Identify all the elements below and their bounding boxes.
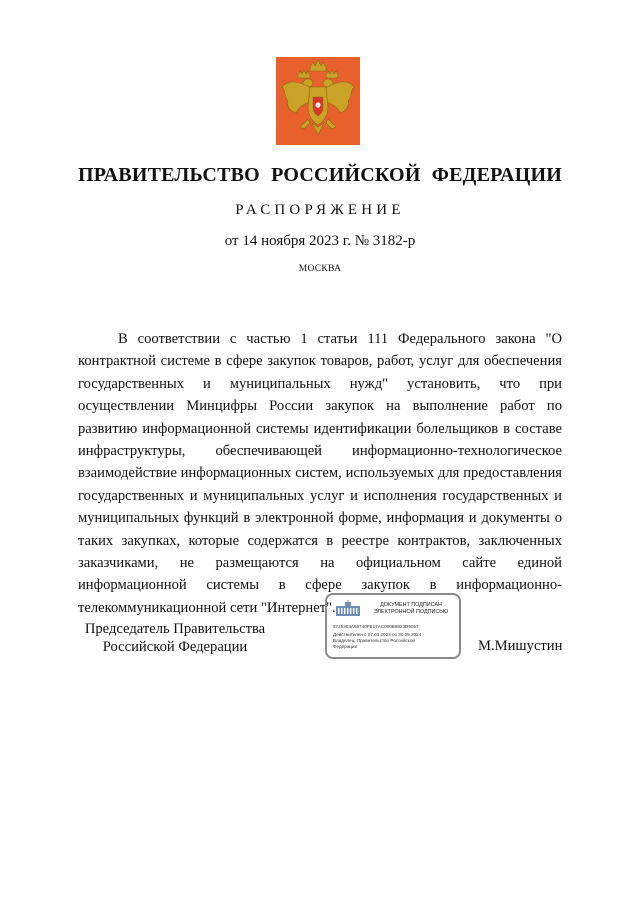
signer-name: М.Мишустин [478,638,563,654]
signatory-position [80,620,270,656]
position-line-2: Российской Федерации [102,639,248,655]
certificate-owner-line-1: Владелец: Правительство Российской [333,638,415,643]
certificate-owner-line-2: Федерации [333,644,358,649]
electronic-signature-stamp [325,593,461,659]
government-title: ПРАВИТЕЛЬСТВО РОССИЙСКОЙ ФЕДЕРАЦИИ [78,164,562,186]
position-line-1: Председатель Правительства [84,621,266,637]
stamp-title [363,602,459,616]
stamp-title-line-2: ЭЛЕКТРОННОЙ ПОДПИСЬЮ [373,609,449,615]
document-type: РАСПОРЯЖЕНИЕ [235,202,405,218]
city: МОСКВА [298,264,342,274]
coat-of-arms-icon [276,57,360,145]
date-and-number: от 14 ноября 2023 г. № 3182-р [224,233,416,249]
stamp-title-line-1: ДОКУМЕНТ ПОДПИСАН [380,602,442,608]
certificate-validity: Действителен с 07.03.2023 по 30.05.2024 [333,632,422,637]
certificate-serial: 5725303A69740FB17AC000B9823D9057 [333,624,419,629]
government-building-icon [334,600,362,618]
body-paragraph: В соответствии с частью 1 статьи 111 Федерального закона "О контрактной системе в сфере закупок товаров, работ, услуг для обеспечения государственных и муниципальных нужд" установить, что при осуществлении Минцифры России закупок на выполнение работ по развитию информационной системы идентификации болельщиков в составе инфраструктуры, обеспечивающей информационно-технологическое взаимодействие информационных систем, используемых для предоставления государственных и муниципальных услуг и исполнения государственных и муниципальных функций в электронной форме, информация и документы о таких закупках, которые содержатся в реестре контрактов, заключенных заказчиками, не размещаются на официальном сайте единой информационной системы в сфере закупок в информационно-телекоммуникационной сети "Интернет". [78,331,562,616]
